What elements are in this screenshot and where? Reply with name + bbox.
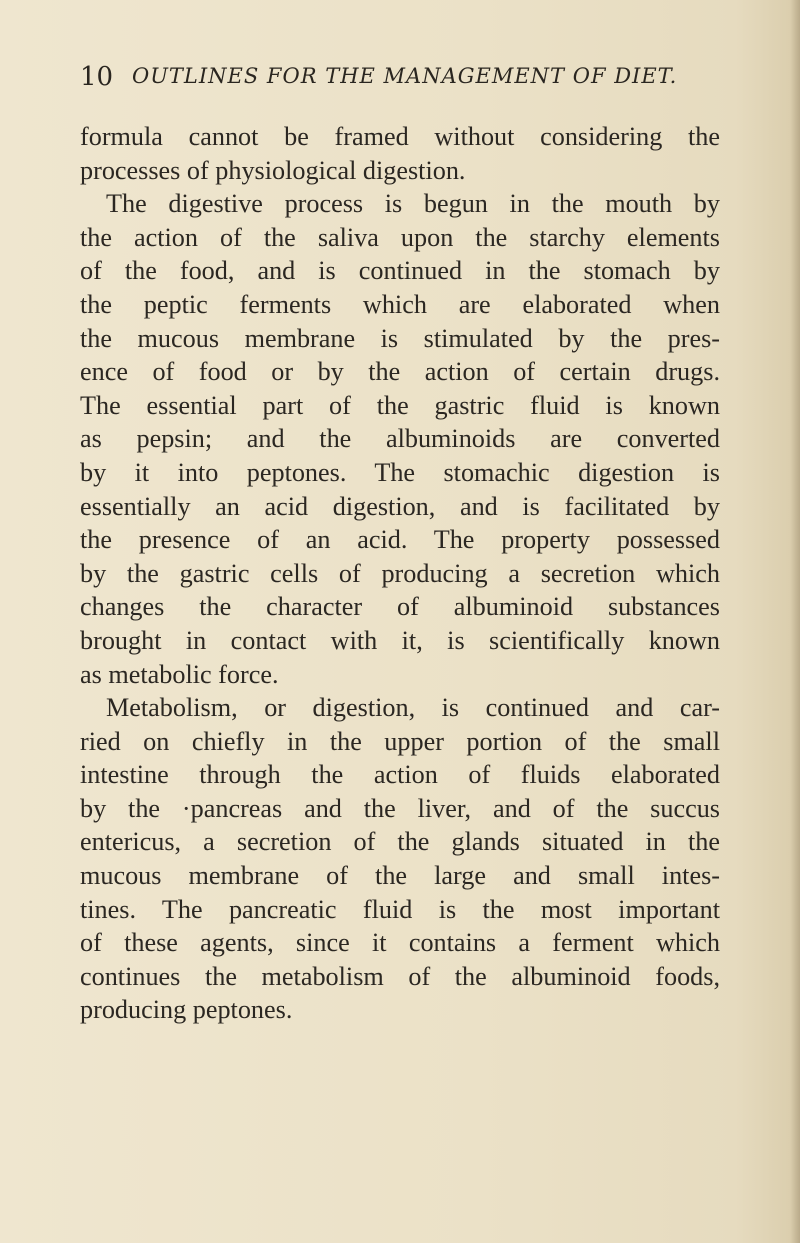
text-line: producing peptones.: [80, 995, 293, 1025]
text-line: the mucous membrane is stimulated by the pres-: [80, 323, 720, 353]
text-line: by it into peptones. The stomachic digestion is: [80, 457, 720, 487]
text-line: The essential part of the gastric fluid is known: [80, 390, 720, 420]
text-line: as metabolic force.: [80, 659, 279, 689]
text-line: changes the character of albuminoid substances: [80, 592, 720, 622]
page-edge-shadow: [790, 0, 800, 1243]
text-line: as pepsin; and the albuminoids are converted: [80, 424, 720, 454]
text-line: The digestive process is begun in the mouth by: [106, 189, 720, 219]
text-line: continues the metabolism of the albuminoid foods,: [80, 961, 720, 991]
text-line: mucous membrane of the large and small intes-: [80, 861, 720, 891]
text-line: ried on chiefly in the upper portion of the small: [80, 726, 720, 756]
text-line: tines. The pancreatic fluid is the most important: [80, 894, 720, 924]
text-line: essentially an acid digestion, and is facilitated by: [80, 491, 720, 521]
text-line: brought in contact with it, is scientifically known: [80, 625, 720, 655]
text-line: of these agents, since it contains a ferment which: [80, 928, 720, 958]
text-line: entericus, a secretion of the glands situated in the: [80, 827, 720, 857]
text-line: formula cannot be framed without considering the: [80, 122, 720, 151]
page-number: 10: [80, 62, 114, 92]
body-text: [80, 120, 720, 1027]
text-line: of the food, and is continued in the stomach by: [80, 256, 720, 286]
text-line: the action of the saliva upon the starchy elements: [80, 222, 720, 252]
text-line: the peptic ferments which are elaborated when: [80, 289, 720, 319]
text-line: by the ·pancreas and the liver, and of the succus: [80, 793, 720, 823]
running-head: OUTLINES FOR THE MANAGEMENT OF DIET.: [132, 64, 678, 88]
text-line: Metabolism, or digestion, is continued and car-: [106, 693, 720, 723]
text-line: processes of physiological digestion.: [80, 155, 466, 185]
page-header: [80, 60, 720, 100]
text-line: intestine through the action of fluids elaborated: [80, 760, 720, 790]
text-line: the presence of an acid. The property possessed: [80, 525, 720, 555]
text-line: ence of food or by the action of certain drugs.: [80, 357, 720, 387]
text-line: by the gastric cells of producing a secretion which: [80, 558, 720, 588]
